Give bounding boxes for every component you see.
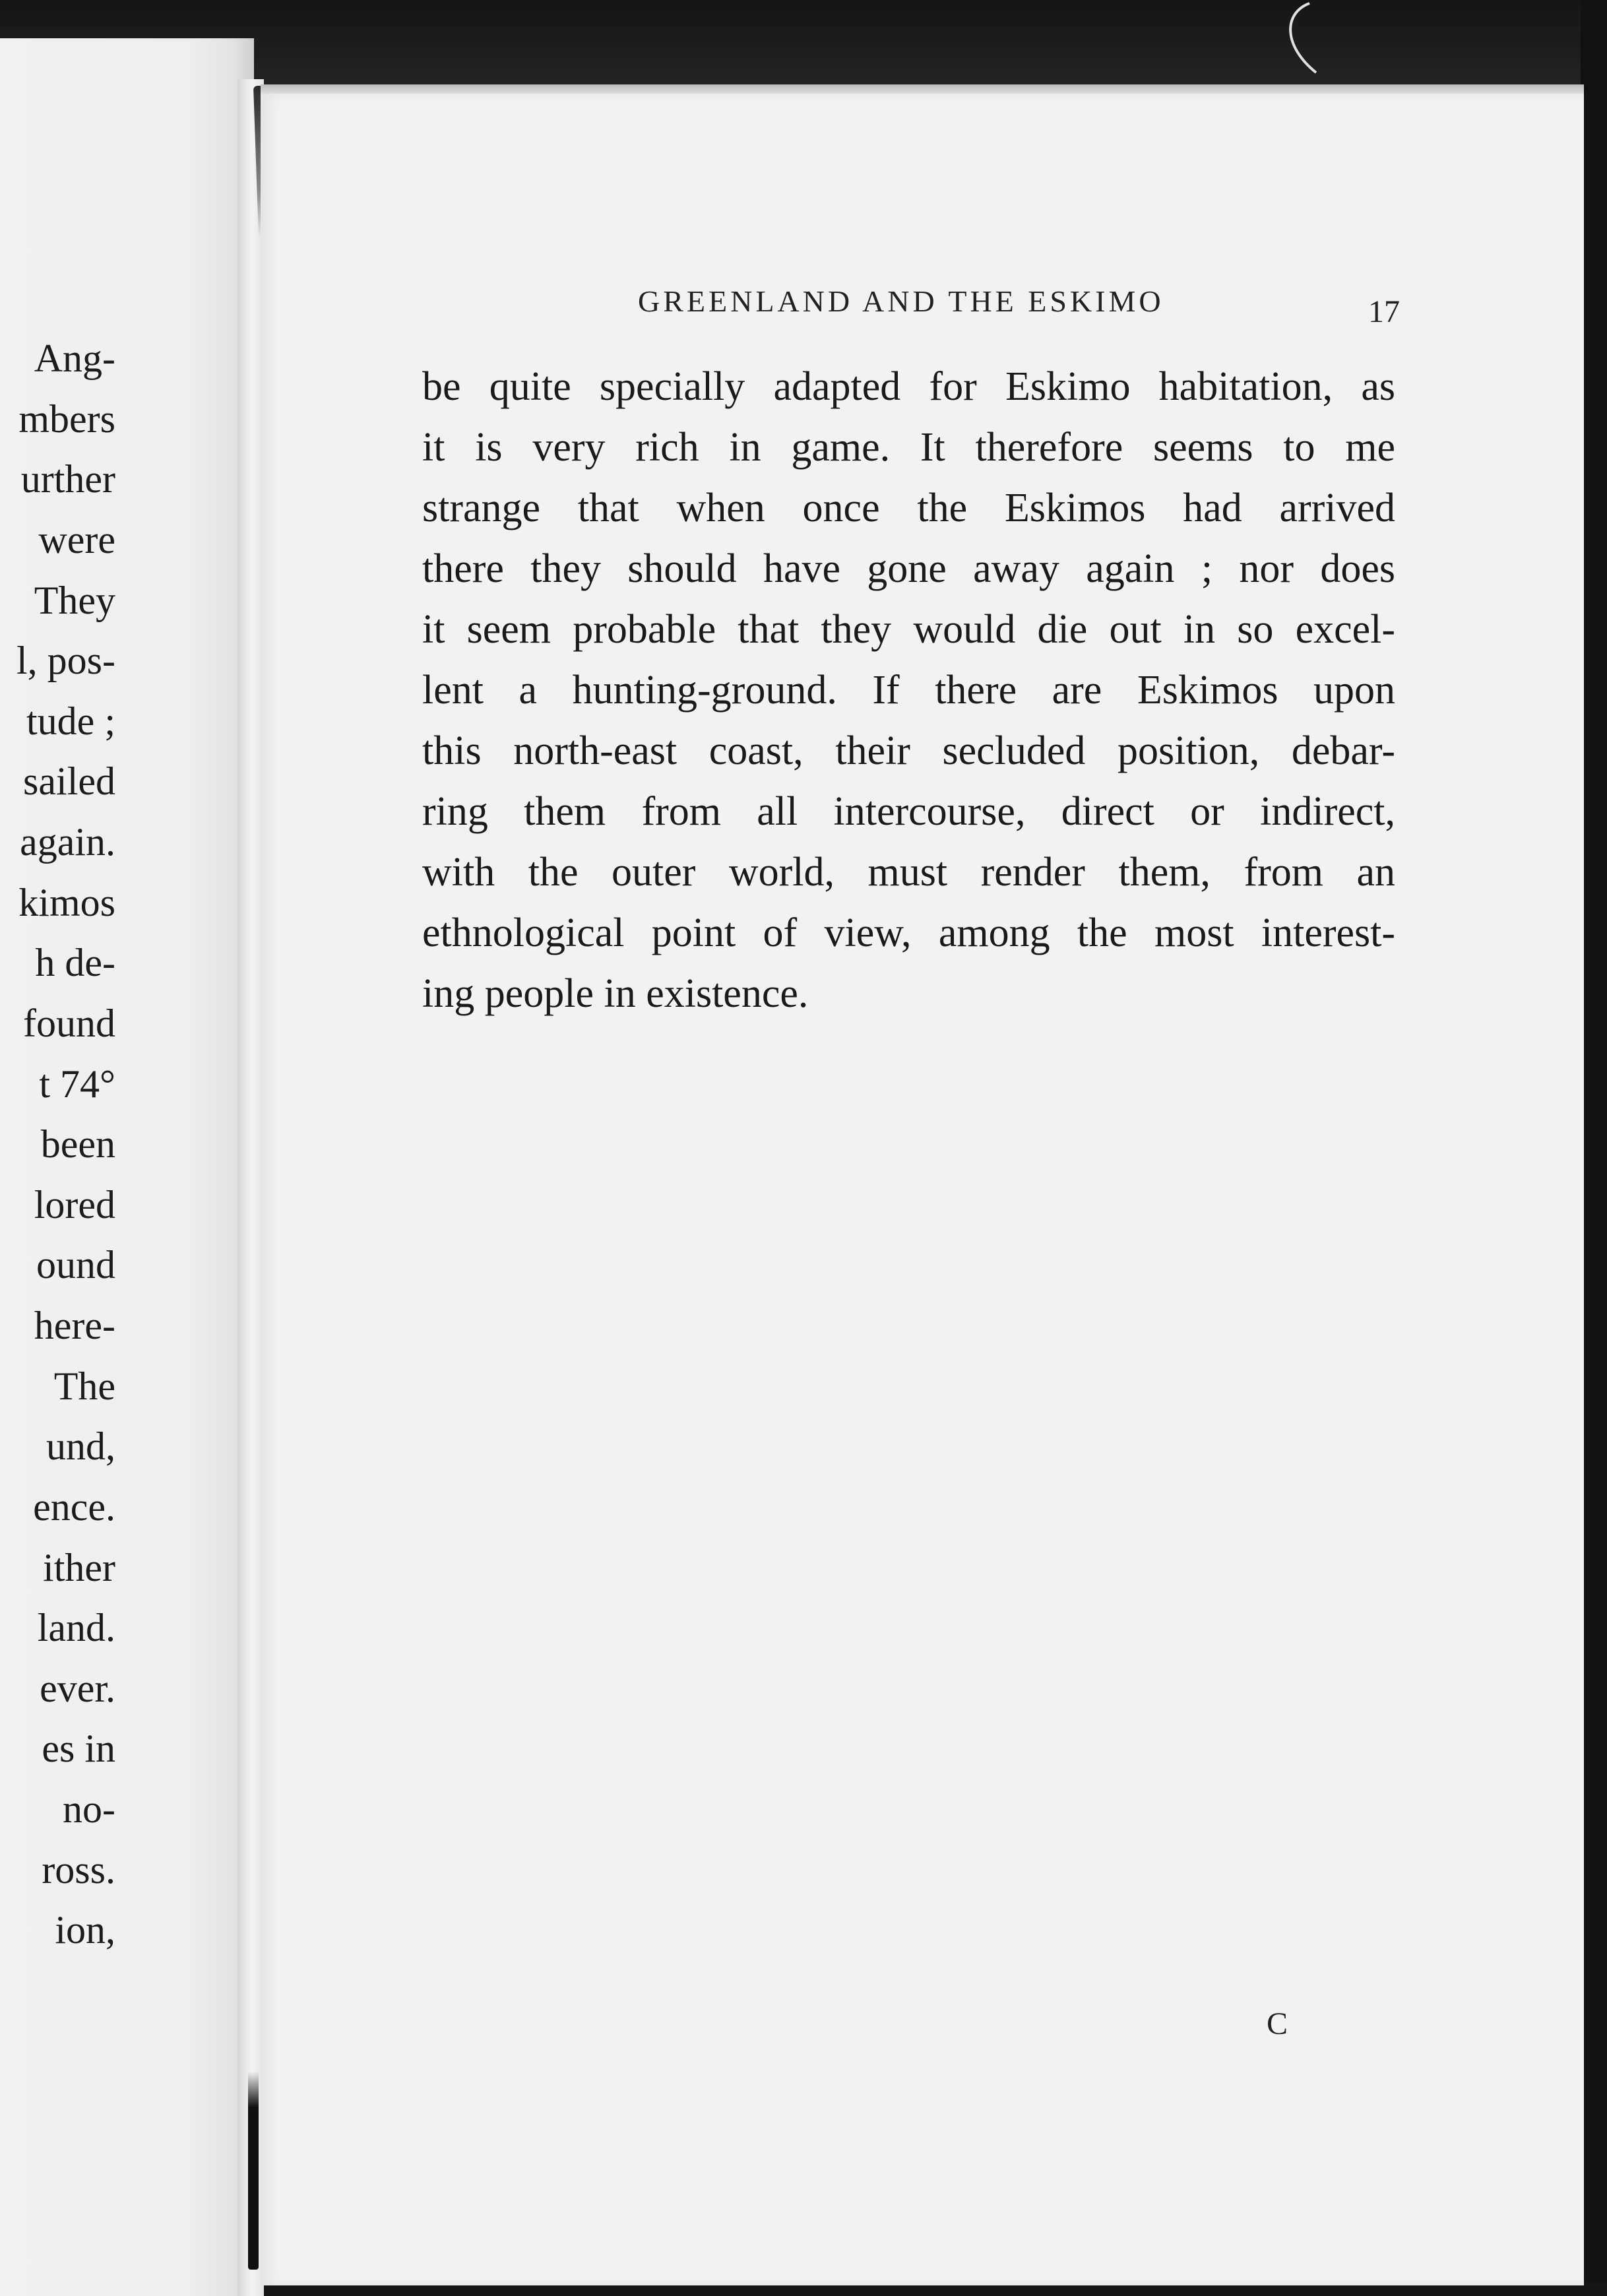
page-number: 17 [1368, 294, 1400, 329]
left-page-line: been [40, 1122, 115, 1166]
body-line: be quite specially adapted for Eskimo habitation, as [422, 364, 1395, 409]
left-page-line: und, [46, 1424, 115, 1468]
left-page-line: Ang- [34, 336, 115, 380]
left-page-line: ound [36, 1243, 115, 1287]
left-page-line: mbers [18, 397, 115, 441]
body-line: ring them from all intercourse, direct or indirect, [422, 789, 1395, 834]
left-page-line: t 74° [39, 1062, 115, 1106]
page-corner-curl-mark [1270, 0, 1323, 79]
left-page-line: es in [42, 1727, 115, 1770]
body-line: this north-east coast, their secluded position, debar- [422, 728, 1395, 773]
left-page-line: here- [34, 1304, 115, 1347]
left-page-line: urther [20, 457, 115, 501]
signature-mark: C [1267, 2006, 1288, 2041]
body-paragraph [422, 356, 1395, 1024]
left-page [0, 38, 254, 2296]
body-line: ethnological point of view, among the most interest- [422, 910, 1395, 955]
left-page-line: no- [63, 1787, 115, 1831]
left-page-line: ither [43, 1546, 115, 1589]
left-page-line: ence. [33, 1485, 115, 1529]
body-line: ing people in existence. [422, 971, 809, 1016]
book-gutter [237, 79, 264, 2296]
left-page-line: l, pos- [16, 639, 115, 682]
left-page-line: lored [34, 1183, 115, 1227]
body-line: with the outer world, must render them, from an [422, 850, 1395, 895]
left-page-line: tude ; [26, 699, 115, 743]
body-line: there they should have gone away again ; nor does [422, 546, 1395, 591]
left-page-line: h de- [35, 941, 115, 984]
left-page-line: ever. [40, 1667, 115, 1710]
scanner-background-right [1581, 0, 1607, 2296]
running-head: GREENLAND AND THE ESKIMO [638, 284, 1164, 318]
left-page-line: again. [20, 820, 115, 864]
left-page-line: ion, [55, 1908, 115, 1952]
left-page-line: ross. [42, 1848, 115, 1892]
spine-shadow-bottom [248, 2072, 259, 2270]
left-page-line: were [38, 518, 115, 561]
left-page-line: found [23, 1002, 115, 1045]
left-page-line: land. [37, 1606, 115, 1649]
left-page-line: They [34, 579, 115, 622]
body-line: it is very rich in game. It therefore seems to me [422, 425, 1395, 470]
left-page-line: sailed [23, 759, 115, 803]
body-line: it seem probable that they would die out in so excel- [422, 607, 1395, 652]
body-line: strange that when once the Eskimos had arrived [422, 486, 1395, 530]
left-page-line: The [53, 1364, 115, 1408]
body-line: lent a hunting-ground. If there are Eskimos upon [422, 668, 1395, 713]
left-page-line: kimos [18, 881, 115, 924]
